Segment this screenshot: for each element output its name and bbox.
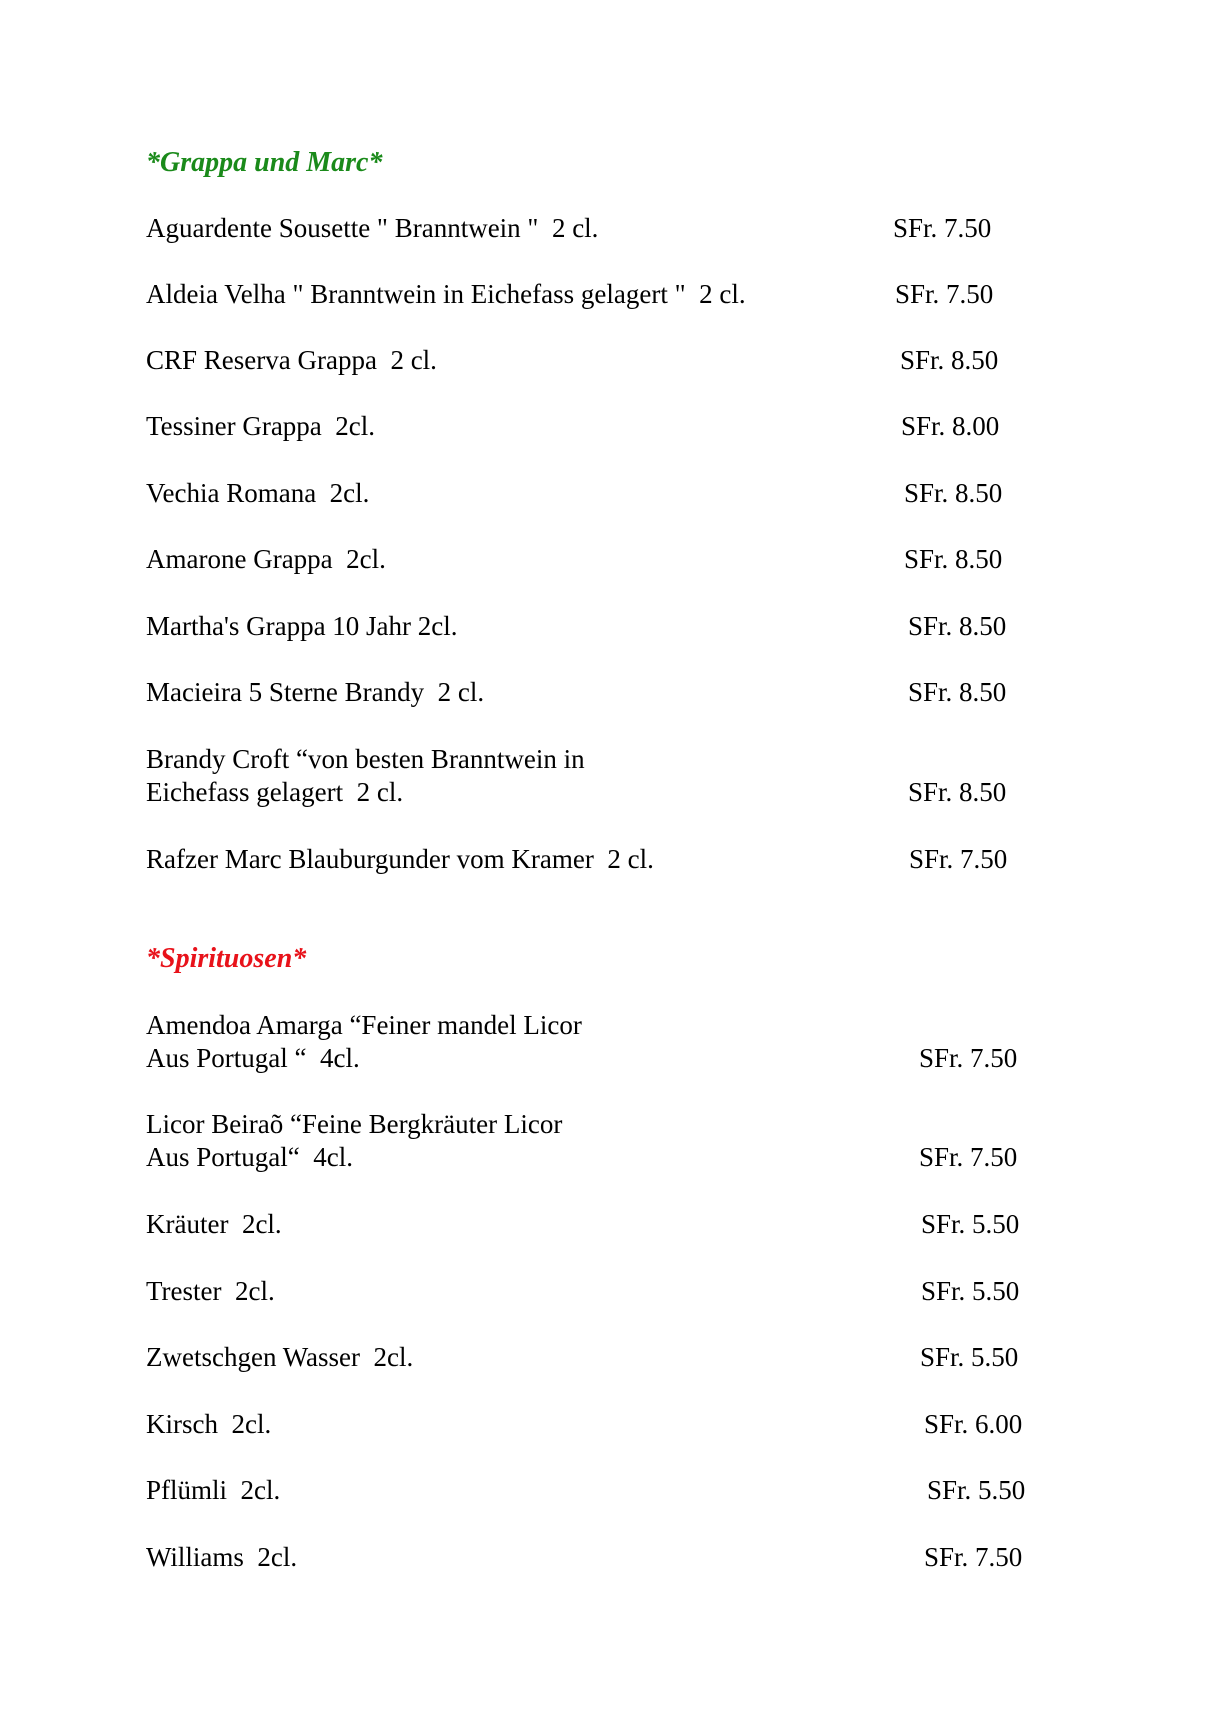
item-name: Macieira 5 Sterne Brandy 2 cl. — [146, 677, 485, 707]
item-name: Williams 2cl. — [146, 1542, 298, 1572]
item-name: Licor Beiraõ “Feine Bergkräuter Licor Aus Portugal“ 4cl. — [146, 1109, 563, 1172]
item-price: SFr. 7.50 — [895, 279, 994, 309]
item-name: Tessiner Grappa 2cl. — [146, 411, 376, 441]
grappa-heading: *Grappa und Marc* — [146, 147, 383, 178]
item-name: CRF Reserva Grappa 2 cl. — [146, 345, 437, 375]
item-name: Amendoa Amarga “Feiner mandel Licor Aus Portugal “ 4cl. — [146, 1010, 582, 1073]
item-price: SFr. 7.50 — [919, 1043, 1018, 1073]
item-price: SFr. 5.50 — [927, 1475, 1026, 1505]
item-price: SFr. 5.50 — [920, 1342, 1019, 1372]
item-name: Zwetschgen Wasser 2cl. — [146, 1342, 414, 1372]
item-name: Kirsch 2cl. — [146, 1409, 272, 1439]
item-price: SFr. 8.50 — [908, 777, 1007, 807]
item-name: Trester 2cl. — [146, 1276, 275, 1306]
item-name: Martha's Grappa 10 Jahr 2cl. — [146, 611, 458, 641]
item-name: Aguardente Sousette " Branntwein " 2 cl. — [146, 213, 599, 243]
item-name: Aldeia Velha " Branntwein in Eichefass gelagert " 2 cl. — [146, 279, 746, 309]
item-price: SFr. 7.50 — [893, 213, 992, 243]
item-price: SFr. 8.00 — [901, 411, 1000, 441]
item-price: SFr. 7.50 — [924, 1542, 1023, 1572]
item-price: SFr. 8.50 — [908, 611, 1007, 641]
item-name: Brandy Croft “von besten Branntwein in Eichefass gelagert 2 cl. — [146, 744, 585, 807]
item-price: SFr. 5.50 — [921, 1276, 1020, 1306]
item-price: SFr. 7.50 — [919, 1142, 1018, 1172]
item-price: SFr. 5.50 — [921, 1209, 1020, 1239]
item-name: Kräuter 2cl. — [146, 1209, 282, 1239]
item-name: Rafzer Marc Blauburgunder vom Kramer 2 cl. — [146, 844, 654, 874]
item-price: SFr. 8.50 — [904, 478, 1003, 508]
item-name: Amarone Grappa 2cl. — [146, 544, 386, 574]
item-price: SFr. 7.50 — [909, 844, 1008, 874]
item-price: SFr. 8.50 — [908, 677, 1007, 707]
item-name: Pflümli 2cl. — [146, 1475, 281, 1505]
item-price: SFr. 8.50 — [904, 544, 1003, 574]
item-name: Vechia Romana 2cl. — [146, 478, 370, 508]
item-price: SFr. 8.50 — [900, 345, 999, 375]
item-price: SFr. 6.00 — [924, 1409, 1023, 1439]
spirits-heading: *Spirituosen* — [146, 943, 307, 974]
